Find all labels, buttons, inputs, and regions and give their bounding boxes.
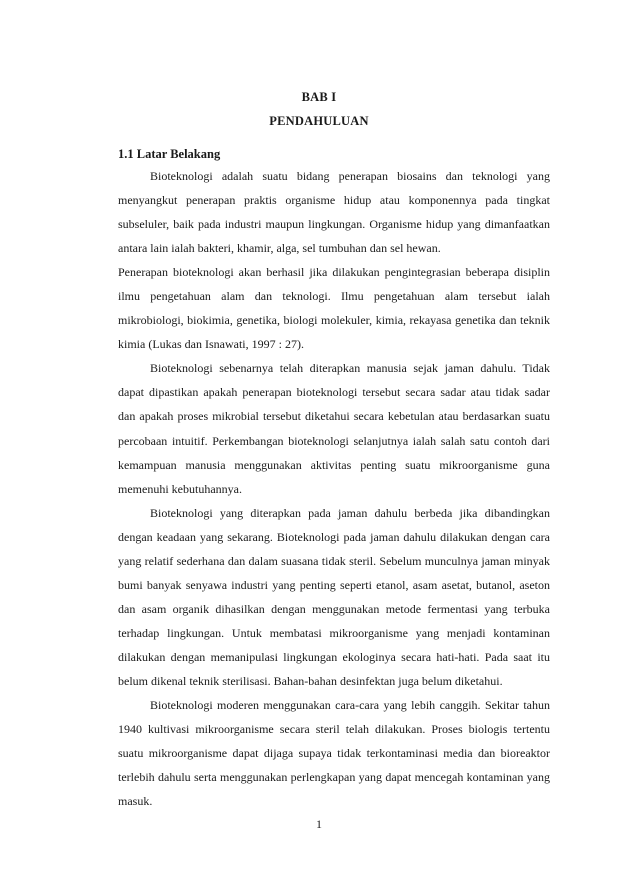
chapter-number: BAB I: [301, 90, 337, 104]
page-number: 1: [316, 817, 322, 831]
paragraph-1: Bioteknologi adalah suatu bidang penerapan biosains dan teknologi yang menyangkut penerapan praktis organisme hidup atau komponennya pada tingkat subseluler, baik pada industri maupun lingkungan. Organisme hidup yang dimanfaatkan antara lain ialah bakteri, khamir, alga, sel tumbuhan dan sel hewan.: [118, 169, 550, 256]
paragraph-5: Bioteknologi moderen menggunakan cara-cara yang lebih canggih. Sekitar tahun 1940 kultivasi mikroorganisme secara steril telah dilakukan. Proses biologis tertentu suatu mikroorganisme dapat dijaga supaya tidak terkontaminasi media dan bioreaktor terlebih dahulu serta menggunakan perlengkapan yang dapat mencegah kontaminan yang masuk.: [118, 698, 550, 809]
paragraph-3: Bioteknologi sebenarnya telah diterapkan manusia sejak jaman dahulu. Tidak dapat dipastikan apakah penerapan bioteknologi tersebut secara sadar atau tidak sadar dan apakah proses mikrobial tersebut diketahui secara kebetulan atau berdasarkan suatu percobaan intuitif. Perkembangan bioteknologi selanjutnya ialah salah satu contoh dari kemampuan manusia menggunakan aktivitas penting suatu mikroorganisme guna memenuhi kebutuhannya.: [118, 361, 550, 496]
paragraph-4: Bioteknologi yang diterapkan pada jaman dahulu berbeda jika dibandingkan dengan keadaan yang sekarang. Bioteknologi pada jaman dahulu dilakukan dengan cara yang relatif sederhana dan dalam suasana tidak steril. Sebelum munculnya jaman minyak bumi banyak senyawa industri yang penting seperti etanol, asam asetat, butanol, aseton dan asam organik dihasilkan dengan menggunakan metode fermentasi yang terbuka terhadap lingkungan. Untuk membatasi mikroorganisme yang menjadi kontaminan dilakukan dengan memanipulasi lingkungan ekologinya secara hati-hati. Pada saat itu belum dikenal teknik sterilisasi. Bahan-bahan desinfektan juga belum diketahui.: [118, 505, 550, 688]
paragraph-2: Penerapan bioteknologi akan berhasil jika dilakukan pengintegrasian beberapa disiplin ilmu pengetahuan alam dan teknologi. Ilmu pengetahuan alam tersebut ialah mikrobiologi, biokimia, genetika, biologi molekuler, kimia, rekayasa genetika dan teknik kimia (Lukas dan Isnawati, 1997 : 27).: [118, 265, 550, 352]
section-title: 1.1 Latar Belakang: [118, 147, 221, 161]
chapter-title: PENDAHULUAN: [269, 114, 369, 128]
body-text: [118, 164, 550, 813]
